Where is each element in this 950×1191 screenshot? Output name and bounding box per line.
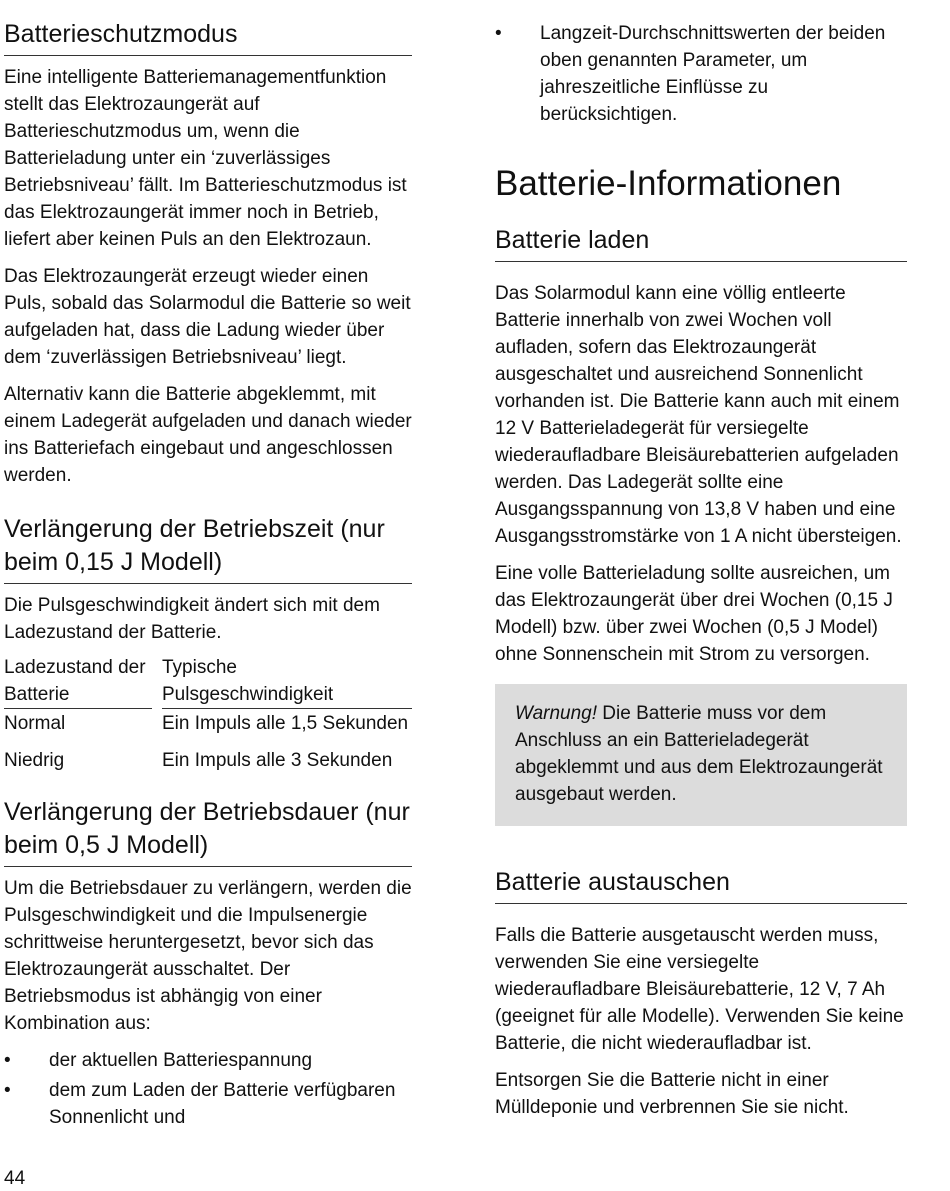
section-heading-betriebszeit: Verlängerung der Betriebszeit (nur beim 0,15 J Modell) — [4, 513, 412, 584]
page-title: Batterie-Informationen — [495, 164, 842, 203]
table-cell: Niedrig — [4, 750, 65, 771]
bullet-list — [495, 20, 907, 128]
table-row — [4, 710, 412, 737]
list-item: • Langzeit-Durchschnittswerten der beiden oben genannten Parameter, um jahreszeitliche Einflüsse zu berücksichtigen. — [495, 20, 907, 128]
list-item: • dem zum Laden der Batterie verfügbaren Sonnenlicht und — [4, 1077, 412, 1131]
table-cell: Normal — [4, 713, 66, 734]
paragraph: Eine volle Batterieladung sollte ausreichen, um das Elektrozaungerät über drei Wochen (0,15 J Modell) bzw. über zwei Wochen (0,5 J Model) ohne Sonnenschein mit Strom zu versorgen. — [495, 563, 893, 665]
table-cell: Ein Impuls alle 3 Sekunden — [162, 750, 393, 771]
table-cell: Ein Impuls alle 1,5 Sekunden — [162, 713, 409, 734]
bullet-list — [4, 1047, 412, 1131]
table-row — [4, 747, 412, 774]
table-header-row — [4, 654, 412, 709]
paragraph: Um die Betriebsdauer zu verlängern, werden die Pulsgeschwindigkeit und die Impulsenergie schrittweise heruntergesetzt, bevor sich das Elektrozaungerät ausschaltet. Der Betriebsmodus ist abhängig von einer Kombination aus: — [4, 878, 412, 1034]
paragraph: Alternativ kann die Batterie abgeklemmt, mit einem Ladegerät aufgeladen und danach wieder ins Batteriefach eingebaut und angeschlossen werden. — [4, 384, 412, 486]
pulse-speed-table — [4, 654, 412, 774]
paragraph: Das Solarmodul kann eine völlig entleerte Batterie innerhalb von zwei Wochen voll aufladen, sofern das Elektrozaungerät ausgeschaltet und ausreichend Sonnenlicht vorhanden ist. Die Batterie kann auch mit einem 12 V Batterieladegerät für versiegelte wiederaufladbare Bleisäurebatterien aufgeladen werden. Das Ladegerät sollte eine Ausgangsspannung von 13,8 V haben und eine Ausgangsstromstärke von 1 A nicht übersteigen. — [495, 283, 902, 547]
warning-text: Die Batterie muss vor dem Anschluss an ein Batterieladegerät abgeklemmt und aus dem Elektrozaungerät ausgebaut werden. — [515, 703, 883, 805]
table-header-cell: Ladezustand der Batterie — [4, 654, 152, 709]
warning-box — [495, 684, 907, 826]
section-heading-batterieschutzmodus: Batterieschutzmodus — [4, 18, 412, 56]
left-column — [4, 0, 412, 1131]
table-header-cell: Typische Pulsgeschwindigkeit — [162, 654, 412, 709]
warning-label: Warnung! — [515, 703, 598, 724]
section-heading-batterie-austauschen: Batterie austauschen — [495, 866, 907, 904]
page-number: 44 — [4, 1168, 26, 1189]
paragraph: Das Elektrozaungerät erzeugt wieder einen Puls, sobald das Solarmodul die Batterie so weit aufgeladen hat, dass die Ladung wieder über dem ‘zuverlässigen Betriebsniveau’ liegt. — [4, 266, 411, 368]
paragraph: Entsorgen Sie die Batterie nicht in einer Mülldeponie und verbrennen Sie sie nicht. — [495, 1070, 849, 1118]
section-heading-batterie-laden: Batterie laden — [495, 224, 907, 262]
paragraph: Falls die Batterie ausgetauscht werden muss, verwenden Sie eine versiegelte wiederaufladbare Bleisäurebatterie, 12 V, 7 Ah (geeignet für alle Modelle). Verwenden Sie keine Batterie, die nicht wiederaufladbar ist. — [495, 925, 904, 1054]
right-column — [495, 0, 907, 1121]
list-item: • der aktuellen Batteriespannung — [4, 1047, 412, 1074]
paragraph: Eine intelligente Batteriemanagementfunktion stellt das Elektrozaungerät auf Batterieschutzmodus um, wenn die Batterieladung unter ein ‘zuverlässiges Betriebsniveau’ fällt. Im Batterieschutzmodus ist das Elektrozaungerät immer noch in Betrieb, liefert aber keinen Puls an den Elektrozaun. — [4, 67, 407, 250]
paragraph: Die Pulsgeschwindigkeit ändert sich mit dem Ladezustand der Batterie. — [4, 595, 380, 643]
section-heading-betriebsdauer: Verlängerung der Betriebsdauer (nur beim 0,5 J Modell) — [4, 796, 412, 867]
